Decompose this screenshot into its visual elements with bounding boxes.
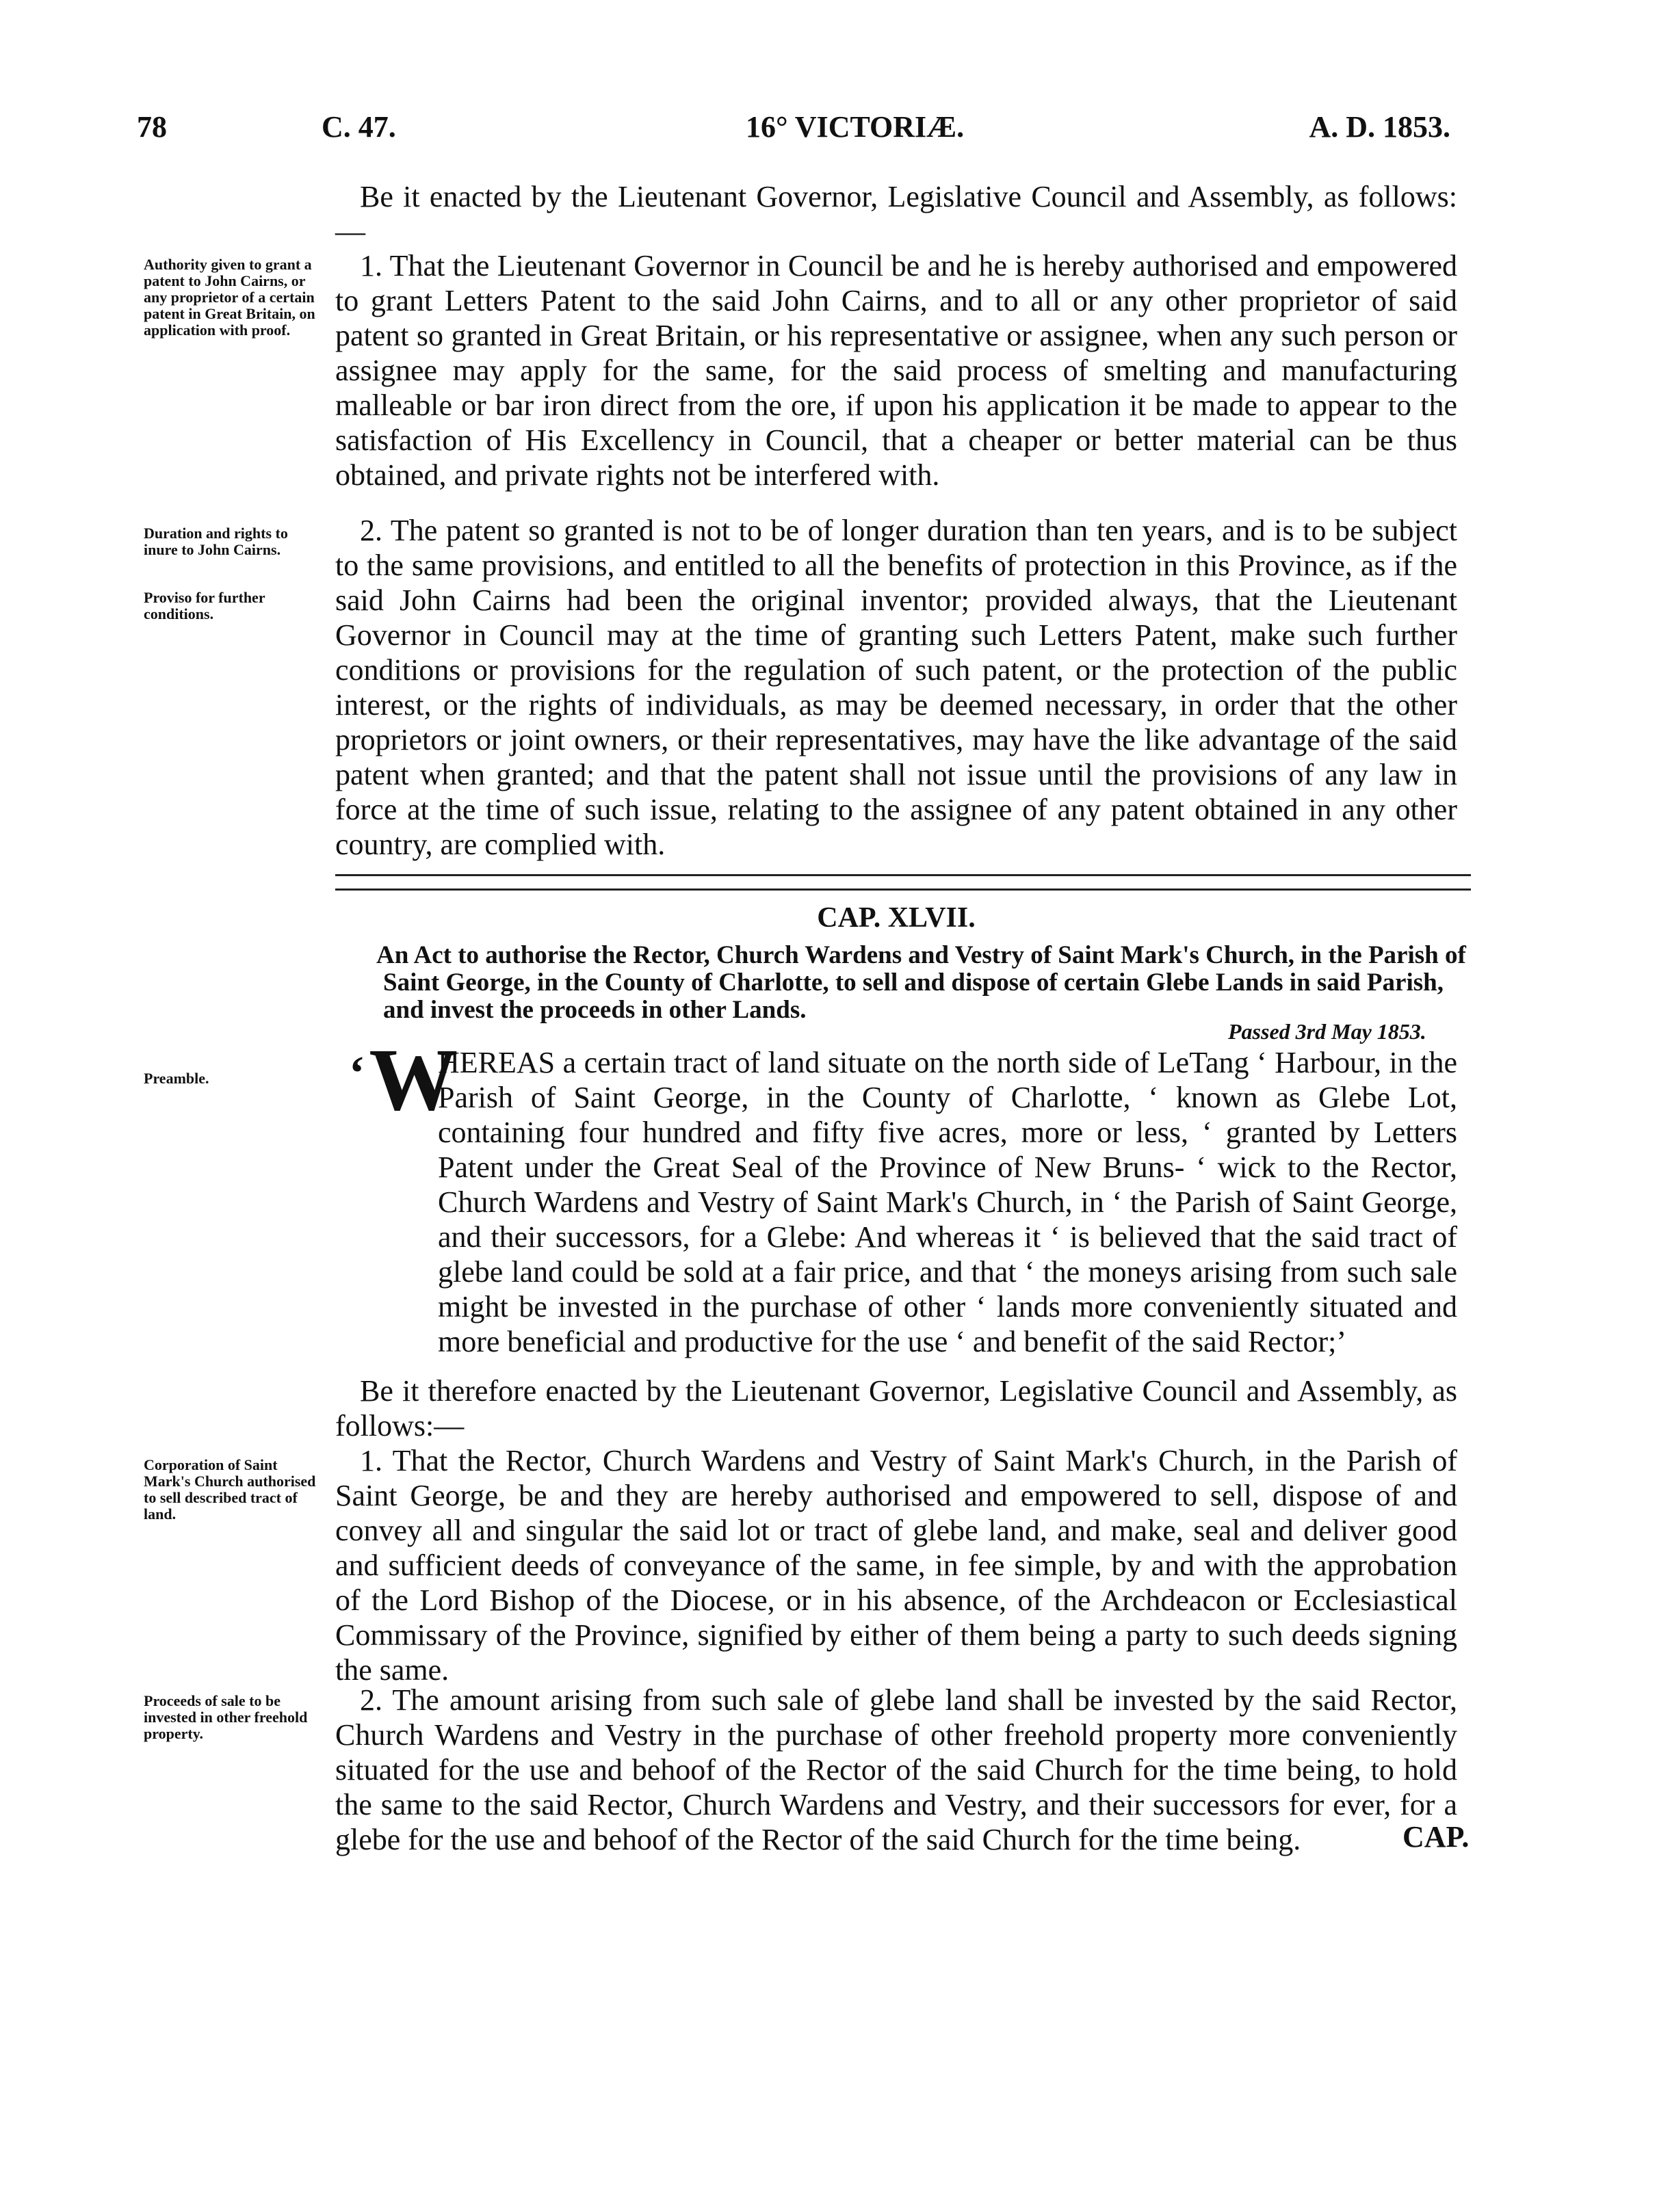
preamble-quote-mark: ‘ — [349, 1047, 365, 1100]
margin-note-authority: Authority given to grant a patent to John Cairns, or any proprietor of a certain patent in Great Britain, on application with proof. — [144, 256, 315, 339]
preamble-text: HEREAS a certain tract of land situate on the north side of LeTang ‘ Harbour, in the Parish of Saint George, in the County of Charlotte, ‘ known as Glebe Lot, containing four hundred and fifty five acres, more or less, ‘ granted by Letters Patent under the Great Seal of the Province of New Bruns- ‘ wick to the Rector, Church Wardens and Vestry of Saint Mark's Church, in ‘ the Parish of Saint George, and their successors, for a Glebe: And whereas it ‘ is believed that the said tract of glebe land could be sold at a fair price, and that ‘ the moneys arising from such sale might be invested in the purchase of other ‘ lands more conveniently situated and more beneficial and productive for the use ‘ and benefit of the said Rector;’ — [438, 1046, 1457, 1358]
running-header — [137, 109, 1450, 150]
chapter-title: CAP. XLVII. — [817, 902, 976, 934]
chapter-number: C. 47. — [322, 110, 396, 144]
margin-note-preamble: Preamble. — [144, 1070, 209, 1087]
act-title: An Act to authorise the Rector, Church Wardens and Vestry of Saint Mark's Church, in the Parish of Saint George, in the County of Charlotte, to sell and dispose of certain Glebe Lands in said Parish, and invest the proceeds in other Lands. — [376, 941, 1466, 1024]
section-rule — [335, 874, 1471, 876]
passed-date: Passed 3rd May 1853. — [1228, 1019, 1426, 1044]
enacting-clause-ch47: Be it therefore enacted by the Lieutenant Governor, Legislative Council and Assembly, as follows:— — [335, 1374, 1457, 1443]
section-2-top: 2. The patent so granted is not to be of longer duration than ten years, and is to be subject to the same provisions, and entitled to all the benefits of protection in this Province, as if the said John Cairns had been the original inventor; provided always, that the Lieutenant Governor in Council may at the time of granting such Letters Patent, make such further conditions or provisions for the regulation of such patent, or the protection of the public interest, or the rights of individuals, as may be deemed necessary, in order that the other proprietors or joint owners, or their representatives, may have the like advantage of the said patent when granted; and that the patent shall not issue until the provisions of any law in force at the time of such issue, relating to the assignee of any patent obtained in any other country, are complied with. — [335, 514, 1457, 861]
calendar-year: A. D. 1853. — [1309, 110, 1450, 144]
chapter-rule — [335, 888, 1471, 891]
catchword: CAP. — [1402, 1820, 1470, 1854]
section-1-ch47: 1. That the Rector, Church Wardens and Vestry of Saint Mark's Church, in the Parish of Saint George, be and they are hereby authorised and empowered to sell, dispose of and convey all and singular the said lot or tract of glebe land, and make, seal and deliver good and sufficient deeds of conveyance of the same, in fee simple, by and with the approbation of the Lord Bishop of the Diocese, or in his absence, of the Archdeacon or Ecclesiastical Commissary of the Province, signified by either of them being a party to such deeds signing the same. — [335, 1444, 1457, 1687]
margin-note-proviso: Proviso for further conditions. — [144, 589, 265, 622]
section-1-top: 1. That the Lieutenant Governor in Council be and he is hereby authorised and empowered to grant Letters Patent to the said John Cairns, and to all or any other proprietor of said patent so granted in Great Britain, or his representative or assignee, when any such person or assignee may apply for the same, for the said process of smelting and manufacturing malleable or bar iron direct from the ore, if upon his application it be made to appear to the satisfaction of His Excellency in Council, that a cheaper or better material can be thus obtained, and private rights not be interfered with. — [335, 249, 1457, 492]
margin-note-corporation: Corporation of Saint Mark's Church authorised to sell described tract of land. — [144, 1456, 316, 1523]
enacting-clause-top: Be it enacted by the Lieutenant Governor, Legislative Council and Assembly, as follows:— — [335, 180, 1457, 248]
margin-note-duration: Duration and rights to inure to John Cairns. — [144, 525, 288, 558]
margin-note-proceeds: Proceeds of sale to be invested in other freehold property. — [144, 1692, 308, 1742]
section-2-ch47: 2. The amount arising from such sale of glebe land shall be invested by the said Rector, Church Wardens and Vestry in the purchase of other freehold property more conveniently situated for the use and behoof of the Rector of the said Church for the time being, to hold the same to the said Rector, Church Wardens and Vestry, and their successors for ever, for a glebe for the use and behoof of the Rector of the said Church for the time being. — [335, 1683, 1457, 1856]
preamble-initial: W — [369, 1031, 458, 1129]
page-number: 78 — [137, 110, 167, 144]
regnal-year: 16° VICTORIÆ. — [746, 110, 965, 144]
